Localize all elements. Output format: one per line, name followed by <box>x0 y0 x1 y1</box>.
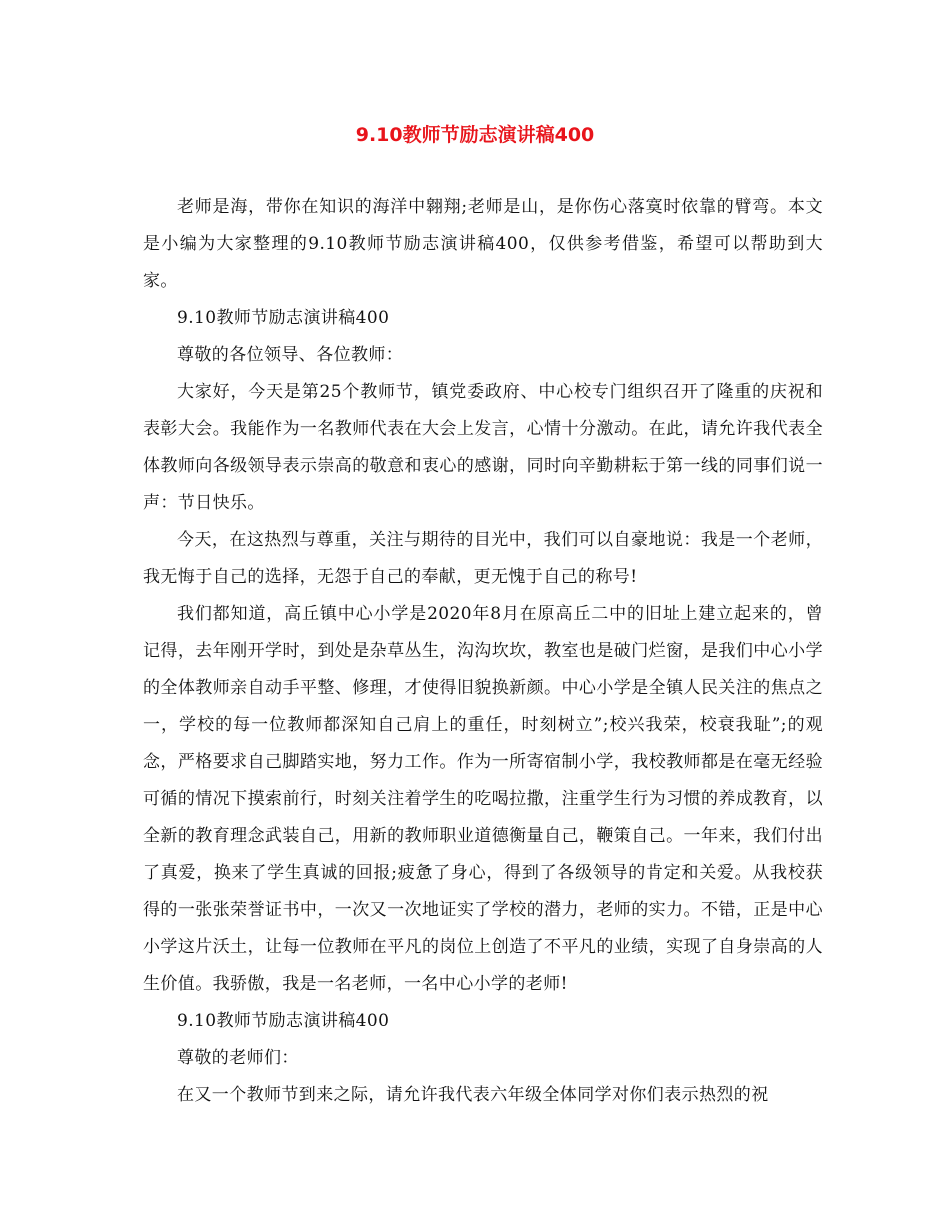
intro-paragraph: 老师是海，带你在知识的海洋中翱翔;老师是山，是你伤心落寞时依靠的臂弯。本文是小编为大家整理的9.10教师节励志演讲稿400，仅供参考借鉴，希望可以帮助到大家。 <box>143 197 823 291</box>
speech-paragraph: 我们都知道，高丘镇中心小学是2020年8月在原高丘二中的旧址上建立起来的，曾记得，去年刚开学时，到处是杂草丛生，沟沟坎坎，教室也是破门烂窗，是我们中心小学的全体教师亲自动手平整、修理，才使得旧貌换新颜。中心小学是全镇人民关注的焦点之一，学校的每一位教师都深知自己肩上的重任，时刻树立”;校兴我荣，校衰我耻”;的观念，严格要求自己脚踏实地，努力工作。作为一所寄宿制小学，我校教师都是在毫无经验可循的情况下摸索前行，时刻关注着学生的吃喝拉撒，注重学生行为习惯的养成教育，以全新的教育理念武装自己，用新的教师职业道德衡量自己，鞭策自己。一年来，我们付出了真爱，换来了学生真诚的回报;疲惫了身心，得到了各级领导的肯定和关爱。从我校获得的一张张荣誉证书中，一次又一次地证实了学校的潜力，老师的实力。不错，正是中心小学这片沃土，让每一位教师在平凡的岗位上创造了不平凡的业绩，实现了自身崇高的人生价值。我骄傲，我是一名老师，一名中心小学的老师! <box>143 604 823 994</box>
document-body <box>143 189 823 1114</box>
salutation-1: 尊敬的各位领导、各位教师： <box>177 345 404 365</box>
speech-paragraph: 在又一个教师节到来之际，请允许我代表六年级全体同学对你们表示热烈的祝 <box>177 1085 769 1105</box>
document-title: 9.10教师节励志演讲稿400 <box>355 124 595 146</box>
speech-paragraph: 大家好，今天是第25个教师节，镇党委政府、中心校专门组织召开了隆重的庆祝和表彰大会。我能作为一名教师代表在大会上发言，心情十分激动。在此，请允许我代表全体教师向各级领导表示崇高的敬意和衷心的感谢，同时向辛勤耕耘于第一线的同事们说一声：节日快乐。 <box>143 382 823 513</box>
salutation-2: 尊敬的老师们： <box>177 1048 299 1068</box>
section-heading-2: 9.10教师节励志演讲稿400 <box>177 1011 390 1031</box>
section-heading-1: 9.10教师节励志演讲稿400 <box>177 308 390 328</box>
speech-paragraph: 今天，在这热烈与尊重，关注与期待的目光中，我们可以自豪地说：我是一个老师，我无悔于自己的选择，无怨于自己的奉献，更无愧于自己的称号! <box>143 530 823 587</box>
